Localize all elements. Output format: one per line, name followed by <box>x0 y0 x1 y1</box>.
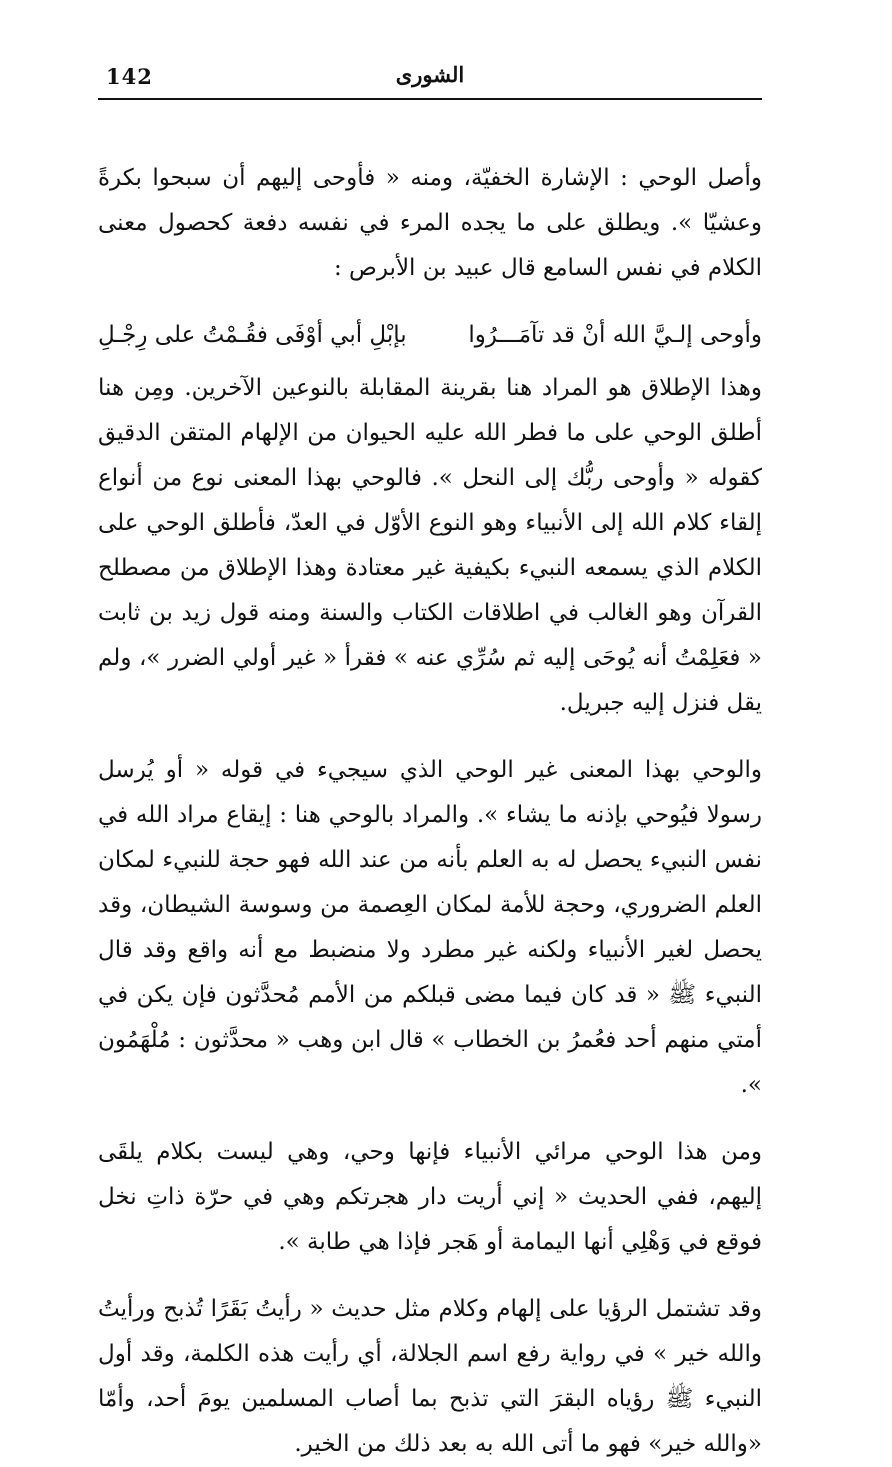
paragraph-1: وأصل الوحي : الإشارة الخفيّة، ومنه « فأوحى إليهم أن سبحوا بكرةً وعشيّا ». ويطلق على ما يجده المرء في نفسه دفعة كحصول معنى الكلام في نفس السامع قال عبيد بن الأبرص : <box>98 165 762 281</box>
paragraph-2: وهذا الإطلاق هو المراد هنا بقرينة المقابلة بالنوعين الآخرين. ومِن هنا أطلق الوحي على ما فطر الله عليه الحيوان من الإلهام المتقن الدقيق كقوله « وأوحى ربُّك إلى النحل ». فالوحي بهذا المعنى نوع من أنواع إلقاء كلام الله إلى الأنبياء وهو النوع الأوّل في العدّ، فأطلق الوحي على الكلام الذي يسمعه النبيء بكيفية غير معتادة وهذا الإطلاق من مصطلح القرآن وهو الغالب في اطلاقات الكتاب والسنة ومنه قول زيد بن ثابت « فعَلِمْتُ أنه يُوحَى إليه ثم سُرِّي عنه » فقرأ « غير أولي الضرر »، ولم يقل فنزل إليه جبريل. <box>98 375 763 716</box>
paragraph-4: ومن هذا الوحي مرائي الأنبياء فإنها وحي، وهي ليست بكلام يلقَى إليهم، ففي الحديث « إني أريت دار هجرتكم وهي في حرّة ذاتِ نخل فوقع في وَهْلِي أنها اليمامة أو هَجر فإذا هي طابة ». <box>98 1139 762 1255</box>
running-head <box>98 52 762 100</box>
verse-first-hemistich: وأوحى إلـيَّ الله أنْ قد تآمَـــرُوا <box>468 322 762 348</box>
book-page <box>98 52 763 1457</box>
verse-second-hemistich: بإبْلِ أبي أوْفَى فقُـمْتُ على رِجْـلِ <box>98 322 407 348</box>
poetry-verse <box>98 313 762 358</box>
paragraph-3: والوحي بهذا المعنى غير الوحي الذي سيجيء في قوله « أو يُرسل رسولا فيُوحي بإذنه ما يشاء ». والمراد بالوحي هنا : إيقاع مراد الله في نفس النبيء يحصل له به العلم بأنه من عند الله فهو حجة للنبيء لمكان العلم الضروري، وحجة للأمة لمكان العِصمة من وسوسة الشيطان، وقد يحصل لغير الأنبياء ولكنه غير مطرد ولا منضبط مع أنه واقع وقد قال النبيء ﷺ « قد كان فيما مضى قبلكم من الأمم مُحدَّثون فإن يكن في أمتي منهم أحد فعُمرُ بن الخطاب » قال ابن وهب « محدَّثون : مُلْهَمُون ». <box>98 757 762 1098</box>
paragraph-5: وقد تشتمل الرؤيا على إلهام وكلام مثل حديث « رأيتُ بَقَرًا تُذبح ورأيتُ والله خير » في رواية رفع اسم الجلالة، أي رأيت هذه الكلمة، وقد أول النبيء ﷺ رؤياه البقرَ التي تذبح بما أصاب المسلمين يومَ أحد، وأمّا «والله خير» فهو ما أتى الله به بعد ذلك من الخير. <box>98 1296 762 1457</box>
page-number: 142 <box>106 64 153 89</box>
main-text <box>98 156 762 1467</box>
chapter-title: الشورى <box>395 62 465 87</box>
